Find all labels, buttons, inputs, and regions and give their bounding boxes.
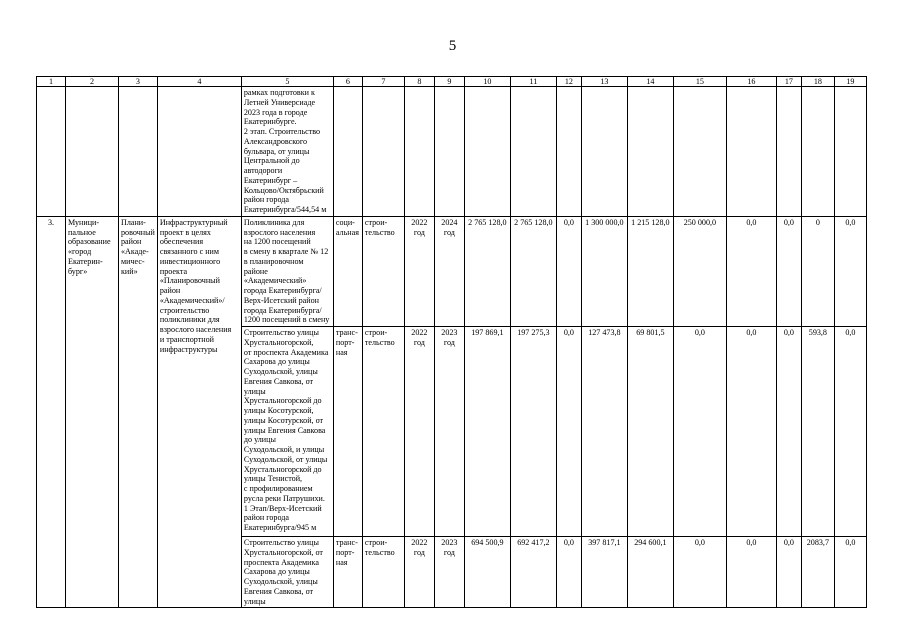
column-number-row xyxy=(37,77,867,87)
value-cell: 197 275,3 xyxy=(510,327,556,537)
cell-empty xyxy=(556,87,581,217)
col-number: 14 xyxy=(627,77,673,87)
start-year: 2022 год xyxy=(404,537,434,608)
value-cell: 0,0 xyxy=(556,327,581,537)
value-cell: 2083,7 xyxy=(801,537,834,608)
value-cell: 0,0 xyxy=(776,537,801,608)
object-description: Строительство улицы Хрустальногорской, от проспекта Академика Сахарова до улицы Суходольской, улицы Евгения Савкова, от улицы Хрустальногорской до улицы Косотурской, улицы Косотурской, от улицы Евгения Савкова до улицы Суходольской, и улицы Суходольской, от улицы Хрустальногорской до улицы Тенистой, с профилированием русла реки Патрушихи. 1 Этап/Верх-Исетский район города Екатеринбурга/945 м xyxy=(241,327,333,537)
col-number: 18 xyxy=(801,77,834,87)
infrastructure-type: транс- порт- ная xyxy=(333,327,362,537)
col-number: 1 xyxy=(37,77,66,87)
end-year: 2023 год xyxy=(434,537,464,608)
value-cell: 593,8 xyxy=(801,327,834,537)
object-description: Строительство улицы Хрустальногорской, от проспекта Академика Сахарова до улицы Суходольской, улицы Евгения Савкова, от улицы xyxy=(241,537,333,608)
value-cell: 0,0 xyxy=(673,537,726,608)
col-number: 11 xyxy=(510,77,556,87)
cell-empty xyxy=(66,87,119,217)
cell-empty xyxy=(581,87,627,217)
col-number: 16 xyxy=(726,77,776,87)
col-number: 2 xyxy=(66,77,119,87)
cell-empty xyxy=(37,87,66,217)
col-number: 12 xyxy=(556,77,581,87)
planning-district: Плани- ровочный район «Акаде- мичес- кий» xyxy=(119,216,158,608)
value-cell: 197 869,1 xyxy=(464,327,510,537)
investment-projects-table xyxy=(36,76,867,608)
value-cell: 0,0 xyxy=(726,216,776,326)
col-number: 7 xyxy=(362,77,404,87)
continuation-row xyxy=(37,87,867,217)
value-cell: 1 300 000,0 xyxy=(581,216,627,326)
cell-empty xyxy=(776,87,801,217)
value-cell: 694 500,9 xyxy=(464,537,510,608)
municipality: Муници- пальное образование «город Екатерин- бург» xyxy=(66,216,119,608)
col-number: 17 xyxy=(776,77,801,87)
value-cell: 0,0 xyxy=(673,327,726,537)
cell-empty xyxy=(834,87,866,217)
object-description: рамках подготовки к Летней Универсиаде 2023 года в городе Екатеринбурге. 2 этап. Строительство Александровского бульвара, от улицы Центральной до автодороги Екатеринбург – Кольцово/Октябрьский район города Екатеринбурга/544,54 м xyxy=(241,87,333,217)
cell-empty xyxy=(157,87,241,217)
value-cell: 2 765 128,0 xyxy=(510,216,556,326)
cell-empty xyxy=(726,87,776,217)
cell-empty xyxy=(464,87,510,217)
col-number: 5 xyxy=(241,77,333,87)
col-number: 9 xyxy=(434,77,464,87)
value-cell: 0,0 xyxy=(834,327,866,537)
project-name: Инфраструктурный проект в целях обеспечения связанного с ним инвестиционного проекта «Планировочный район «Академический»/ строительство поликлиники для взрослого населения и транспортной инфраструктуры xyxy=(157,216,241,608)
col-number: 3 xyxy=(119,77,158,87)
value-cell: 0,0 xyxy=(726,327,776,537)
cell-empty xyxy=(627,87,673,217)
value-cell: 0,0 xyxy=(776,216,801,326)
end-year: 2023 год xyxy=(434,327,464,537)
col-number: 6 xyxy=(333,77,362,87)
end-year: 2024 год xyxy=(434,216,464,326)
col-number: 19 xyxy=(834,77,866,87)
value-cell: 0,0 xyxy=(556,537,581,608)
cell-empty xyxy=(119,87,158,217)
value-cell: 0,0 xyxy=(834,216,866,326)
value-cell: 692 417,2 xyxy=(510,537,556,608)
value-cell: 1 215 128,0 xyxy=(627,216,673,326)
work-type: строи- тельство xyxy=(362,216,404,326)
object-description: Поликлиника для взрослого населения на 1200 посещений в смену в квартале № 12 в планировочном районе «Академический» города Екатеринбурга/ Верх-Исетский район города Екатеринбурга/ 1200 посещений в смену xyxy=(241,216,333,326)
start-year: 2022 год xyxy=(404,216,434,326)
cell-empty xyxy=(434,87,464,217)
start-year: 2022 год xyxy=(404,327,434,537)
infrastructure-type: транс- порт- ная xyxy=(333,537,362,608)
value-cell: 0,0 xyxy=(726,537,776,608)
cell-empty xyxy=(333,87,362,217)
item-number: 3. xyxy=(37,216,66,608)
value-cell: 294 600,1 xyxy=(627,537,673,608)
cell-empty xyxy=(404,87,434,217)
value-cell: 0,0 xyxy=(556,216,581,326)
col-number: 10 xyxy=(464,77,510,87)
cell-empty xyxy=(510,87,556,217)
value-cell: 397 817,1 xyxy=(581,537,627,608)
col-number: 13 xyxy=(581,77,627,87)
page-number: 5 xyxy=(448,38,457,54)
table-row xyxy=(37,216,867,326)
col-number: 15 xyxy=(673,77,726,87)
work-type: строи- тельство xyxy=(362,327,404,537)
value-cell: 0,0 xyxy=(776,327,801,537)
value-cell: 0,0 xyxy=(834,537,866,608)
value-cell: 69 801,5 xyxy=(627,327,673,537)
col-number: 8 xyxy=(404,77,434,87)
cell-empty xyxy=(362,87,404,217)
cell-empty xyxy=(801,87,834,217)
cell-empty xyxy=(673,87,726,217)
col-number: 4 xyxy=(157,77,241,87)
value-cell: 127 473,8 xyxy=(581,327,627,537)
value-cell: 250 000,0 xyxy=(673,216,726,326)
value-cell: 0 xyxy=(801,216,834,326)
work-type: строи- тельство xyxy=(362,537,404,608)
value-cell: 2 765 128,0 xyxy=(464,216,510,326)
infrastructure-type: соци- альная xyxy=(333,216,362,326)
